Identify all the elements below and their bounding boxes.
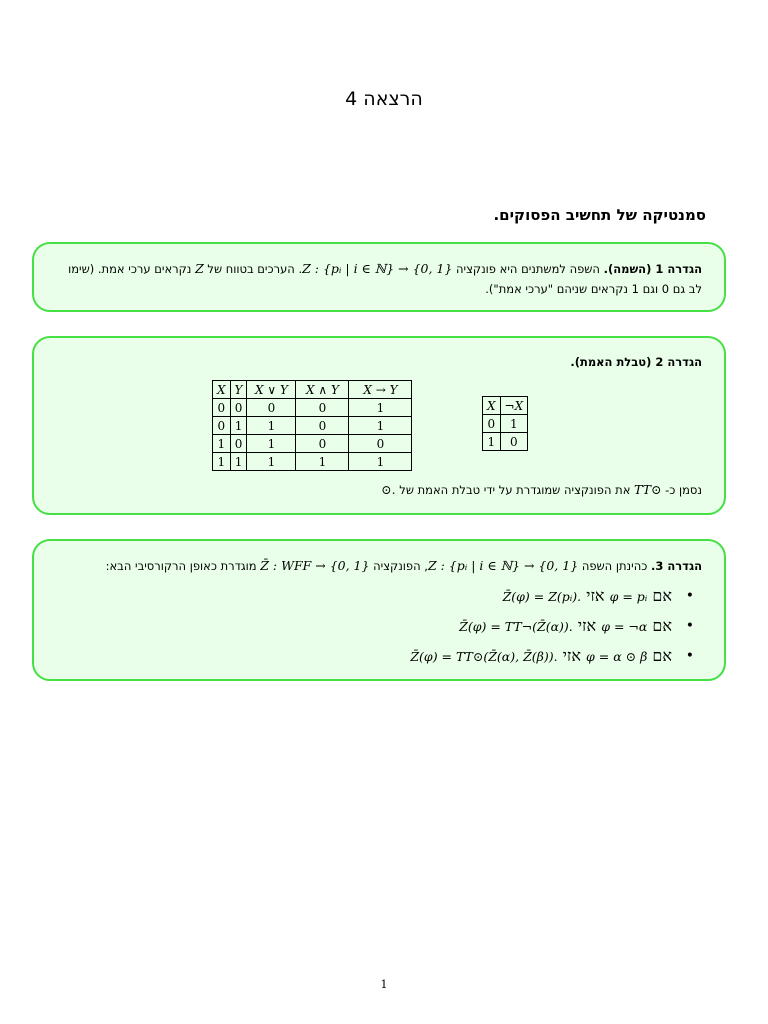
case-condition: φ = pᵢ bbox=[609, 589, 648, 604]
note-text-part: את הפונקציה שמוגדרת על ידי טבלת האמת של bbox=[399, 483, 631, 497]
negation-table-header: X bbox=[483, 397, 501, 415]
truth-table-negation bbox=[482, 396, 528, 451]
case-if: אם bbox=[652, 646, 672, 665]
definition-3-text-part: מוגדרת כאופן הרקורסיבי הבא: bbox=[105, 559, 257, 573]
section-title: סמנטיקה של תחשיב הפסוקים. bbox=[493, 206, 706, 224]
truth-table-cell: 0 bbox=[296, 417, 349, 435]
definition-3-text-part: כהינתן השפה bbox=[581, 559, 648, 573]
truth-table-cell: 0 bbox=[230, 435, 247, 453]
truth-table-binary bbox=[212, 380, 412, 471]
page-number: 1 bbox=[380, 978, 388, 991]
truth-table-cell: 1 bbox=[247, 417, 296, 435]
truth-table-cell: 0 bbox=[213, 399, 231, 417]
assignment-formula: Z : {pᵢ | i ∈ ℕ} → {0, 1} bbox=[302, 261, 453, 276]
truth-table-cell: 0 bbox=[230, 399, 247, 417]
case-result: Z̄(φ) = TT⊙(Z̄(α), Z̄(β)). bbox=[410, 649, 558, 664]
case-then: אזי bbox=[577, 616, 597, 635]
negation-table-cell: 0 bbox=[500, 433, 528, 451]
truth-table-cell: 1 bbox=[247, 453, 296, 471]
case-condition: φ = α ⊙ β bbox=[586, 649, 648, 664]
definition-3-text bbox=[54, 556, 702, 576]
negation-table-header-row bbox=[483, 397, 528, 415]
truth-table-cell: 1 bbox=[349, 453, 412, 471]
definition-3-text-part: , הפונקציה bbox=[373, 559, 428, 573]
negation-table-row bbox=[483, 433, 528, 451]
assignment-formula: Z : {pᵢ | i ∈ ℕ} → {0, 1} bbox=[427, 558, 579, 573]
definition-2-heading-text: הגדרה 2 (טבלת האמת). bbox=[570, 355, 702, 369]
definition-1-text-part: . הערכים בטווח של bbox=[207, 262, 303, 276]
definition-1-text bbox=[54, 259, 702, 299]
note-text-part: נסמן כ- bbox=[665, 483, 702, 497]
truth-table-cell: 1 bbox=[230, 417, 247, 435]
truth-table-note bbox=[54, 480, 702, 500]
truth-table-row bbox=[213, 417, 412, 435]
recursive-cases-list bbox=[54, 585, 702, 675]
truth-table-header: X ∨ Y bbox=[247, 381, 296, 399]
definition-1-text-part: נקראים ערכי אמת. (שימו לב גם 0 וגם 1 נקראים שניהם "ערכי אמת"). bbox=[68, 262, 702, 296]
truth-table-cell: 0 bbox=[349, 435, 412, 453]
negation-table-header: ¬X bbox=[500, 397, 528, 415]
truth-table-cell: 1 bbox=[213, 453, 231, 471]
truth-table-header-row bbox=[213, 381, 412, 399]
truth-table-header: X → Y bbox=[349, 381, 412, 399]
truth-table-cell: 1 bbox=[247, 435, 296, 453]
list-item bbox=[54, 645, 702, 675]
definition-3-heading: הגדרה 3. bbox=[650, 559, 702, 573]
truth-table-header: X ∧ Y bbox=[296, 381, 349, 399]
truth-table-cell: 1 bbox=[213, 435, 231, 453]
truth-table-row bbox=[213, 435, 412, 453]
definition-2-box bbox=[32, 336, 726, 515]
extension-formula: Z̄ : WFF → {0, 1} bbox=[260, 558, 370, 573]
truth-table-row bbox=[213, 453, 412, 471]
truth-table-cell: 1 bbox=[349, 399, 412, 417]
connective-symbol: ⊙. bbox=[381, 482, 396, 497]
definition-1-box bbox=[32, 242, 726, 312]
truth-table-cell: 1 bbox=[230, 453, 247, 471]
case-if: אם bbox=[652, 586, 672, 605]
case-then: אזי bbox=[562, 646, 581, 665]
truth-table-header: X bbox=[213, 381, 231, 399]
list-item bbox=[54, 615, 702, 645]
truth-table-cell: 0 bbox=[247, 399, 296, 417]
definition-3-box bbox=[32, 539, 726, 681]
truth-table-cell: 1 bbox=[349, 417, 412, 435]
case-result: Z̄(φ) = Z(pᵢ). bbox=[502, 589, 582, 604]
negation-table-row bbox=[483, 415, 528, 433]
truth-table-cell: 0 bbox=[296, 399, 349, 417]
truth-table-cell: 0 bbox=[213, 417, 231, 435]
negation-table-cell: 1 bbox=[500, 415, 528, 433]
case-result: Z̄(φ) = TT¬(Z̄(α)). bbox=[459, 619, 573, 634]
assignment-symbol: Z bbox=[195, 261, 204, 276]
case-then: אזי bbox=[586, 586, 605, 605]
truth-table-cell: 1 bbox=[296, 453, 349, 471]
truth-table-header: Y bbox=[230, 381, 247, 399]
definition-2-heading bbox=[54, 352, 702, 372]
definition-1-heading: הגדרה 1 (השמה). bbox=[603, 262, 702, 276]
negation-table-cell: 0 bbox=[483, 415, 501, 433]
truth-table-row bbox=[213, 399, 412, 417]
truth-table-cell: 0 bbox=[296, 435, 349, 453]
case-if: אם bbox=[652, 616, 672, 635]
list-item bbox=[54, 585, 702, 615]
case-condition: φ = ¬α bbox=[601, 619, 648, 634]
lecture-title: הרצאה 4 bbox=[345, 88, 423, 110]
definition-1-text-part: השפה למשתנים היא פונקציה bbox=[456, 262, 600, 276]
negation-table-cell: 1 bbox=[483, 433, 501, 451]
tt-symbol: TT⊙ bbox=[634, 482, 662, 497]
